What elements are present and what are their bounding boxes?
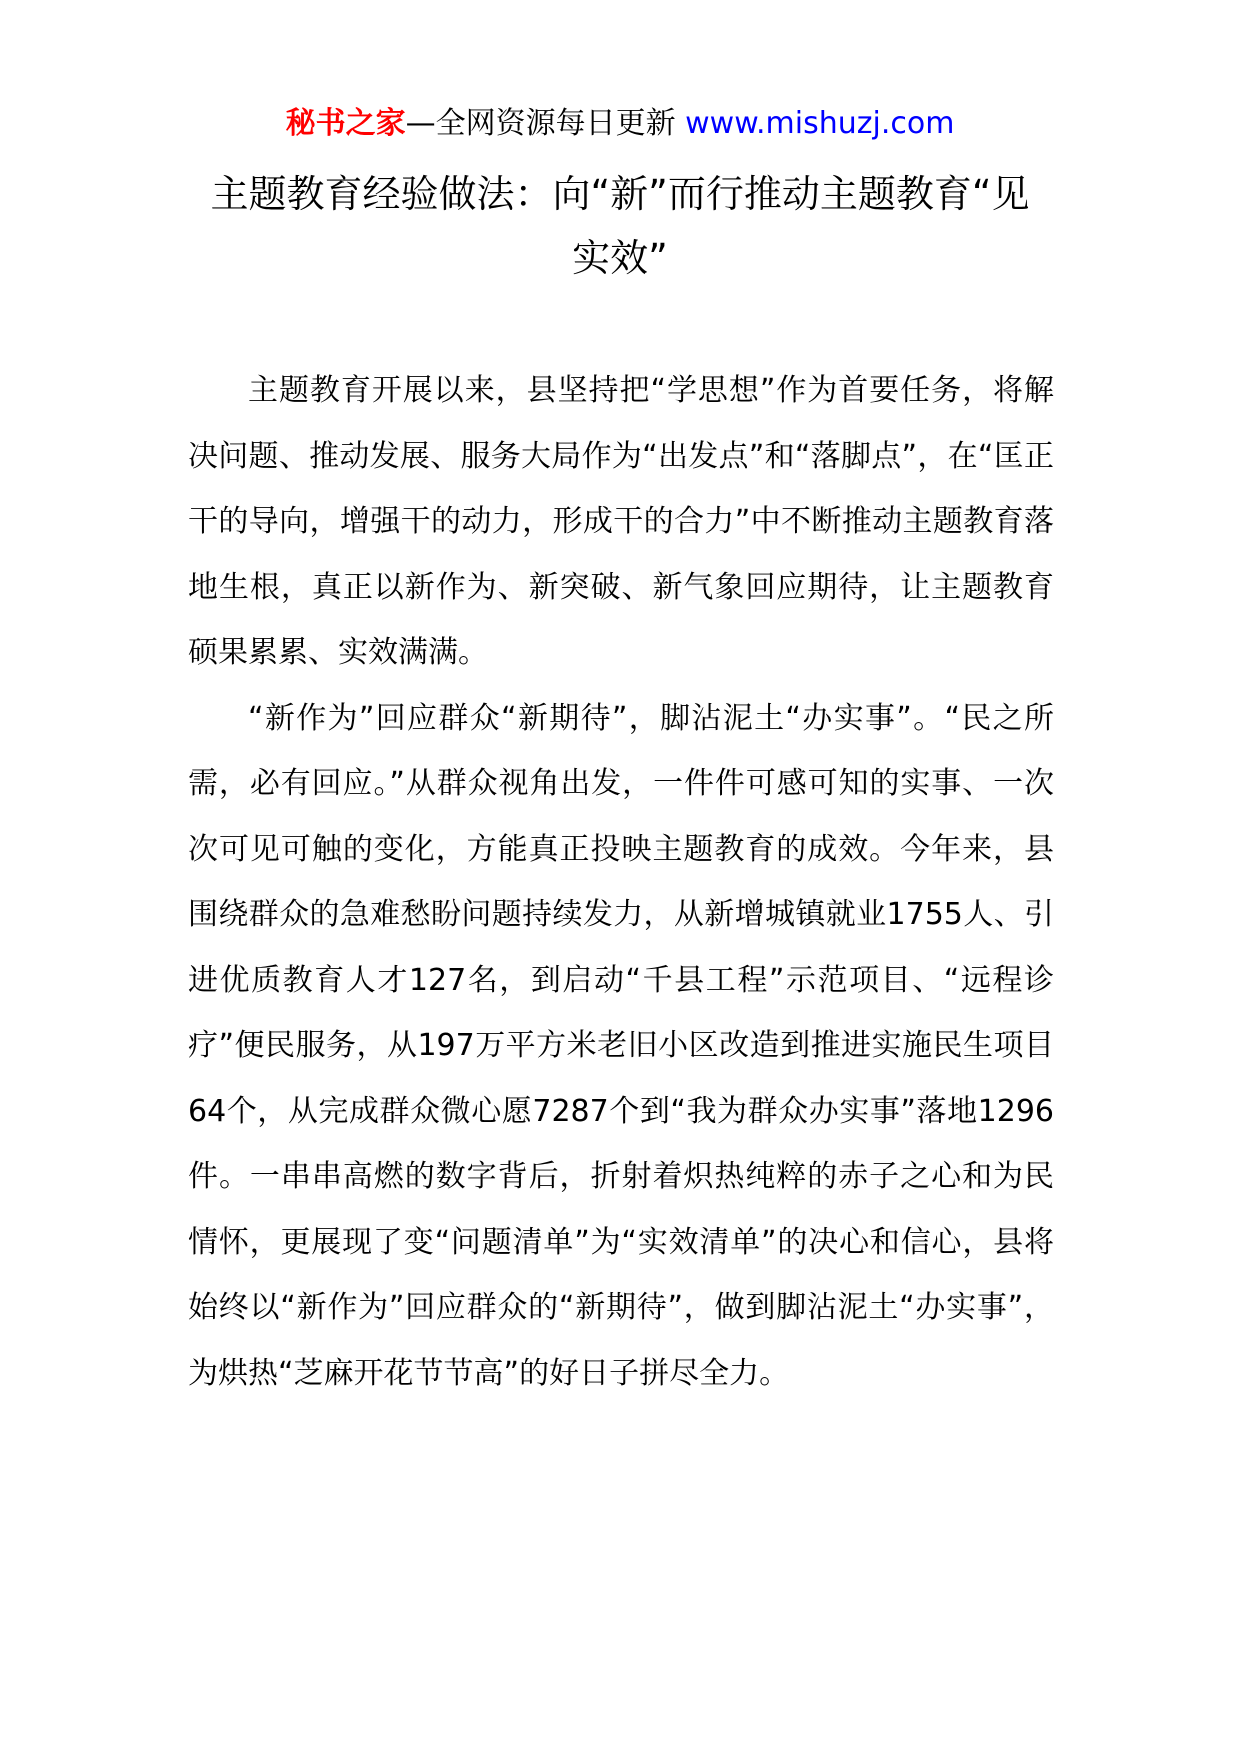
header-tagline: —全网资源每日更新 xyxy=(405,106,676,141)
site-header xyxy=(0,104,1240,144)
paragraph-1: 主题教育开展以来，县坚持把“学思想”作为首要任务，将解决问题、推动发展、服务大局作为“出发点”和“落脚点”，在“匡正干的导向，增强干的动力，形成干的合力”中不断推动主题教育落地生根，真正以新作为、新突破、新气象回应期待，让主题教育硕果累累、实效满满。 xyxy=(188,373,1054,670)
site-link[interactable]: www.mishuzj.com xyxy=(685,106,955,141)
brand-name: 秘书之家 xyxy=(285,106,406,141)
document-body xyxy=(188,358,1054,1406)
paragraph-2: “新作为”回应群众“新期待”，脚沾泥土“办实事”。“民之所需，必有回应。”从群众视角出发，一件件可感可知的实事、一次次可见可触的变化，方能真正投映主题教育的成效。今年来，县围绕群众的急难愁盼问题持续发力，从新增城镇就业1755人、引进优质教育人才127名，到启动“千县工程”示范项目、“远程诊疗”便民服务，从197万平方米老旧小区改造到推进实施民生项目64个，从完成群众微心愿7287个到“我为群众办实事”落地1296件。一串串高燃的数字背后，折射着炽热纯粹的赤子之心和为民情怀，更展现了变“问题清单”为“实效清单”的决心和信心，县将始终以“新作为”回应群众的“新期待”，做到脚沾泥土“办实事”，为烘热“芝麻开花节节高”的好日子拼尽全力。 xyxy=(188,700,1054,1391)
document-title: 主题教育经验做法：向“新”而行推动主题教育“见实效” xyxy=(210,172,1030,280)
